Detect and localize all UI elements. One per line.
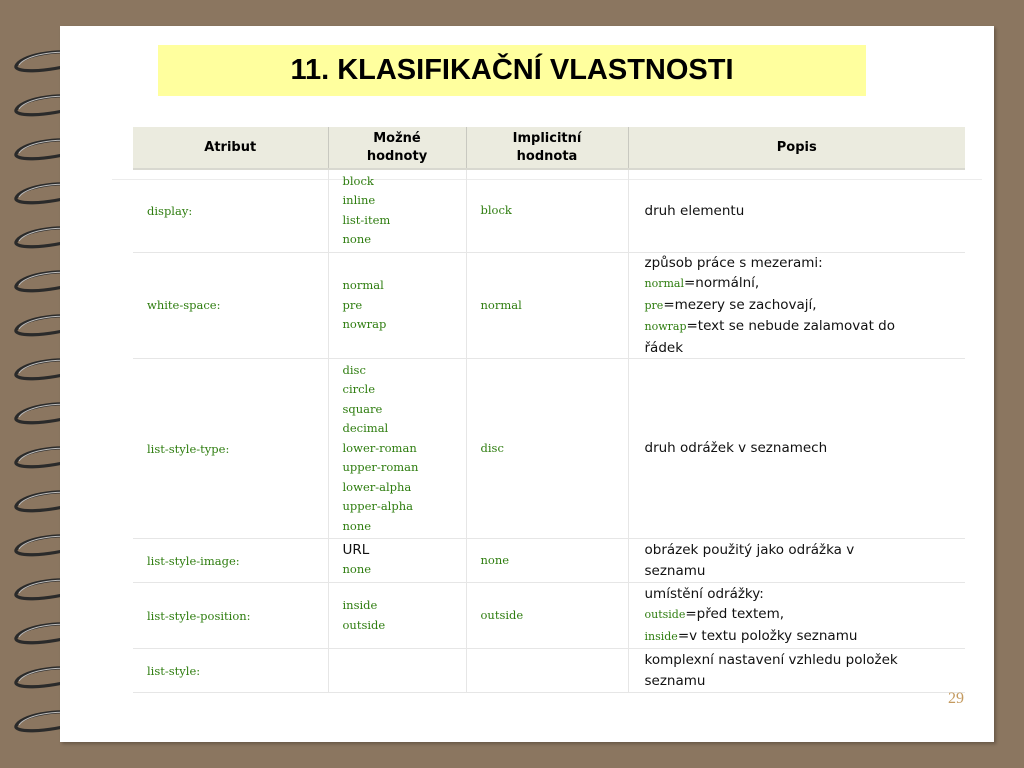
page-number: 29 — [948, 690, 964, 707]
table-row — [133, 359, 965, 539]
attribute-cell: list-style-type: — [133, 359, 328, 539]
table-header-row — [133, 127, 965, 169]
description-cell: umístění odrážky: outside=před textem, inside=v textu položky seznamu — [628, 583, 965, 649]
header-possible-values: Možné hodnoty — [328, 127, 466, 169]
description-cell: obrázek použitý jako odrážka v seznamu — [628, 539, 965, 583]
page-title: 11. KLASIFIKAČNÍ VLASTNOSTI — [290, 54, 734, 86]
description-cell: způsob práce s mezerami: normal=normální, pre=mezery se zachovají, nowrap=text se nebude zalamovat do řádek — [628, 252, 965, 359]
values-cell: block inline list-item none — [328, 169, 466, 252]
default-cell: normal — [466, 252, 628, 359]
attribute-cell: white-space: — [133, 252, 328, 359]
attribute-cell: display: — [133, 169, 328, 252]
description-cell: druh elementu — [628, 169, 965, 252]
header-attribute: Atribut — [133, 127, 328, 169]
table-row — [133, 539, 965, 583]
values-cell — [328, 649, 466, 693]
values-cell: URL none — [328, 539, 466, 583]
table-row — [133, 583, 965, 649]
attribute-cell: list-style: — [133, 649, 328, 693]
attribute-cell: list-style-position: — [133, 583, 328, 649]
attribute-cell: list-style-image: — [133, 539, 328, 583]
description-cell: komplexní nastavení vzhledu položek seznamu — [628, 649, 965, 693]
header-description: Popis — [628, 127, 965, 169]
properties-table — [133, 127, 965, 693]
default-cell: none — [466, 539, 628, 583]
table-row — [133, 252, 965, 359]
values-cell: inside outside — [328, 583, 466, 649]
default-cell: block — [466, 169, 628, 252]
values-cell: normal pre nowrap — [328, 252, 466, 359]
header-default-value: Implicitní hodnota — [466, 127, 628, 169]
title-banner — [158, 45, 866, 96]
table-row — [133, 649, 965, 693]
table-row — [133, 169, 965, 252]
description-cell: druh odrážek v seznamech — [628, 359, 965, 539]
values-cell: disc circle square decimal lower-roman upper-roman lower-alpha upper-alpha none — [328, 359, 466, 539]
default-cell: outside — [466, 583, 628, 649]
default-cell: disc — [466, 359, 628, 539]
default-cell — [466, 649, 628, 693]
